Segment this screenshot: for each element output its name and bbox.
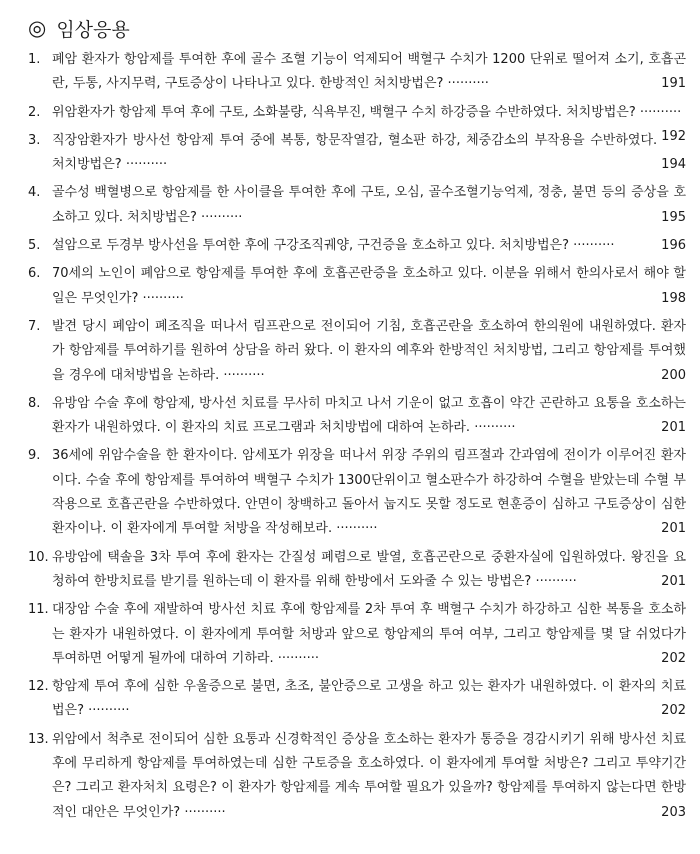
- entry-page-number: 194: [657, 153, 686, 177]
- entry-page-number: 202: [657, 647, 686, 671]
- toc-entry: [22, 675, 686, 724]
- entry-number: 2.: [28, 104, 41, 120]
- entry-number: 5.: [28, 238, 41, 254]
- toc-entry: [22, 392, 686, 441]
- entry-text: 유방암 수술 후에 항암제, 방사선 치료를 무사히 마치고 나서 기운이 없고 호흡이 약간 곤란하고 요통을 호소하는 환자가 내원하였다. 이 환자의 치료 프로그램과 처치방법에 대하여 논하라.: [52, 395, 686, 436]
- dot-leader: ··········: [470, 420, 516, 436]
- entry-number: 12.: [28, 679, 49, 695]
- entry-text: 36세에 위암수술을 한 환자이다. 암세포가 위장을 떠나서 위장 주위의 림프절과 간과염에 전이가 이루어진 환자이다. 수술 후에 항암제를 투여하여 백혈구 수치가 1300단위이고 혈소판수가 하강하여 수혈을 받았는데 수혈 부작용으로 호흡곤란을 수반하였다. 안면이 창백하고 돌아서 눕지도 못할 정도로 현훈증이 심하고 구토증상이 심한 환자이나. 이 환자에게 투여할 처방을 작성해보라.: [52, 448, 686, 537]
- dot-leader: ··········: [219, 367, 265, 383]
- entry-page-number: 192: [657, 125, 686, 149]
- entry-page-number: 196: [657, 234, 686, 258]
- toc-entry: [22, 315, 686, 388]
- dot-leader: ··········: [121, 157, 168, 173]
- entry-page-number: 202: [657, 699, 686, 723]
- entry-number: 7.: [28, 318, 41, 334]
- toc-entry: [22, 234, 686, 258]
- entry-text: 위암환자가 항암제 투여 후에 구토, 소화불량, 식욕부진, 백혈구 수치 하강증을 수반하였다. 처치방법은?: [52, 104, 636, 120]
- dot-leader: ··········: [196, 209, 243, 225]
- entry-number: 9.: [28, 448, 41, 464]
- entry-page-number: 198: [657, 287, 686, 311]
- entry-page-number: 201: [657, 570, 686, 594]
- dot-leader: ··········: [443, 76, 489, 92]
- entry-page-number: 195: [657, 206, 686, 230]
- dot-leader: ··········: [332, 521, 378, 537]
- entry-number: 3.: [28, 132, 41, 148]
- section-title: 임상응용: [56, 18, 130, 41]
- entry-page-number: 200: [657, 364, 686, 388]
- dot-leader: ··········: [531, 573, 577, 589]
- entry-text: 유방암에 택솔을 3차 투여 후에 환자는 간질성 폐렴으로 발열, 호흡곤란으로 중환자실에 입원하였다. 왕진을 요청하여 한방치료를 받기를 원하는데 이 환자를 위해 한방에서 도와줄 수 있는 방법은?: [52, 549, 686, 589]
- entry-number: 1.: [28, 52, 41, 67]
- dot-leader: ··········: [138, 290, 184, 306]
- entry-page-number: 203: [657, 801, 686, 825]
- toc-entry: [22, 48, 686, 97]
- dot-leader: ··········: [569, 238, 615, 254]
- toc-entry: [22, 546, 686, 595]
- entry-text: 위암에서 척추로 전이되어 심한 요통과 신경학적인 증상을 호소하는 환자가 통증을 경감시키기 위해 방사선 치료 후에 무리하게 항암제를 투여하였는데 심한 구토증을 호소하였다. 이 환자에게 투여할 처방은? 그리고 투약기간은? 그리고 환자처치 요령은? 이 환자가 항암제를 계속 투여할 필요가 있을까? 항암제를 투여하지 않는다면 한방적인 대안은 무엇인가?: [52, 731, 686, 820]
- entry-page-number: 201: [657, 517, 686, 541]
- entry-text: 70세의 노인이 폐암으로 항암제를 투여한 후에 호흡곤란증을 호소하고 있다. 이분을 위해서 한의사로서 해야 할 일은 무엇인가?: [52, 266, 686, 306]
- entry-number: 10.: [28, 549, 49, 565]
- entry-text: 대장암 수술 후에 재발하여 방사선 치료 후에 항암제를 2차 투여 후 백혈구 수치가 하강하고 심한 복통을 호소하는 환자가 내원하였다. 이 환자에게 투여할 처방과 앞으로 항암제의 투여 여부, 그리고 항암제를 몇 달 쉬었다가 투여하면 어떻게 될까에 대하여 기하라.: [52, 602, 686, 666]
- dot-leader: ··········: [84, 703, 130, 719]
- entry-page-number: 191: [657, 72, 686, 96]
- section-heading: [28, 8, 686, 48]
- dot-leader: ··········: [635, 104, 682, 120]
- toc-entry: [22, 728, 686, 825]
- entry-text: 골수성 백혈병으로 항암제를 한 사이클을 투여한 후에 구토, 오심, 골수조혈기능억제, 정충, 불면 등의 증상을 호소하고 있다. 처치방법은?: [52, 185, 686, 225]
- dot-leader: ··········: [273, 650, 320, 666]
- entry-text: 발견 당시 폐암이 폐조직을 떠나서 림프관으로 전이되어 기침, 호흡곤란을 호소하여 한의원에 내원하였다. 환자가 항암제를 투여하기를 원하여 상담을 하러 왔다. 이 환자의 예후와 한방적인 처치방법, 그리고 항암제를 투여했을 경우에 대처방법을 논하라.: [52, 318, 686, 383]
- entry-text: 폐암 환자가 항암제를 투여한 후에 골수 조혈 기능이 억제되어 백혈구 수치가 1200 단위로 떨어져 소기, 호흡곤란, 두통, 사지무력, 구토증상이 나타나고 있다. 한방적인 처치방법은?: [52, 52, 686, 92]
- toc-entry: [22, 101, 686, 144]
- dot-leader: ··········: [180, 804, 226, 820]
- entry-page-number: 201: [657, 416, 686, 440]
- entry-number: 13.: [28, 731, 49, 747]
- entry-text: 항암제 투여 후에 심한 우울증으로 불면, 초조, 불안증으로 고생을 하고 있는 환자가 내원하였다. 이 환자의 치료법은?: [52, 679, 686, 719]
- toc-list: [22, 48, 686, 825]
- entry-number: 11.: [28, 602, 49, 618]
- toc-entry: [22, 129, 686, 178]
- entry-text: 직장암환자가 방사선 항암제 투여 중에 복통, 항문작열감, 혈소판 하강, 체중감소의 부작용을 수반하였다. 처치방법은?: [52, 132, 658, 173]
- toc-entry: [22, 444, 686, 541]
- toc-entry: [22, 262, 686, 311]
- entry-number: 8.: [28, 395, 41, 411]
- bullseye-icon: ◎: [28, 16, 47, 40]
- toc-entry: [22, 598, 686, 671]
- entry-number: 6.: [28, 266, 41, 282]
- entry-number: 4.: [28, 185, 41, 201]
- toc-entry: [22, 181, 686, 230]
- entry-text: 설암으로 두경부 방사선을 투여한 후에 구강조직궤양, 구건증을 호소하고 있다. 처치방법은?: [52, 238, 570, 254]
